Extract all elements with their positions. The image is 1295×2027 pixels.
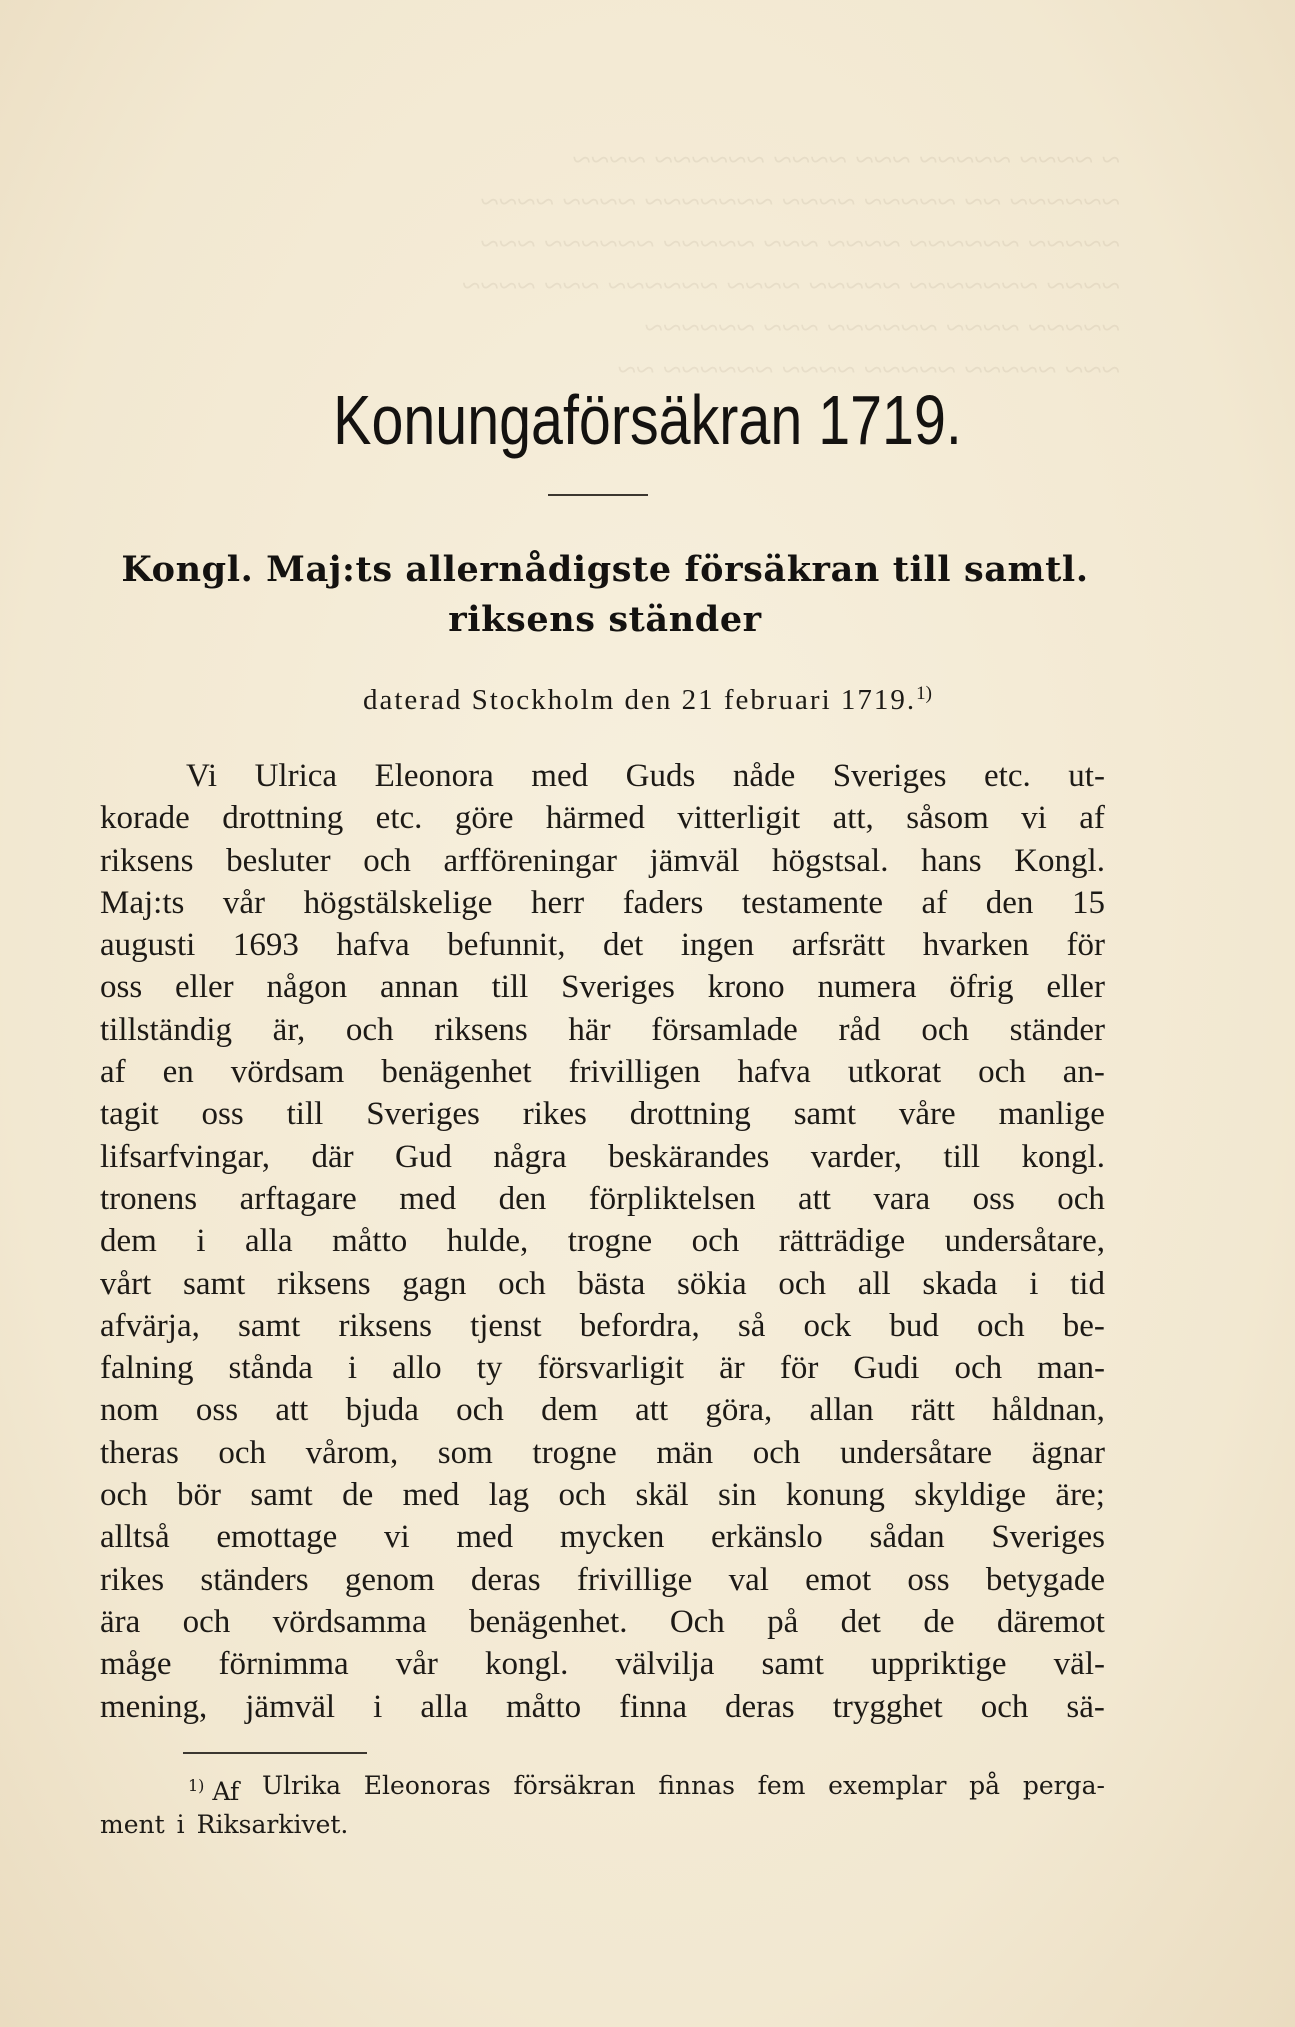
footnote-line-2: ment i Riksarkivet.	[100, 1810, 349, 1839]
title-divider	[548, 494, 648, 496]
body-line: tagit oss till Sveriges rikes drottning samt våre manlige	[100, 1096, 1105, 1133]
body-line: måge förnimma vår kongl. välvilja samt uppriktige väl-	[100, 1646, 1105, 1683]
page-title: Konungaförsäkran 1719.	[333, 381, 962, 459]
body-line: ära och vördsamma benägenhet. Och på det de däremot	[100, 1603, 1105, 1640]
body-line: tillständig är, och riksens här församlade råd och ständer	[100, 1011, 1105, 1048]
body-line: vårt samt riksens gagn och bästa sökia och all skada i tid	[100, 1265, 1105, 1302]
document-heading	[100, 545, 1110, 645]
bleed-through-texture: ~ ~~~~ ~~~~~ ~~~ ~~~~ ~~~~~~ ~~~~ ~~~~~~ ~~ ~~~~~ ~~~~ ~~~~~~~ ~~~~ ~~~~ ~~~~~ ~~~~~~ ~~~~ ~~~ ~~~~~ ~~~~~~ ~~~ ~~~~ ~~~~~~~ ~~~~~ ~~~~ ~~~~~~ ~~~ ~~~~ ~~~~~ ~~~~ ~~~~~~ ~~~ ~~~~~~ ~~~ ~~~~~ ~~~~~ ~~~~ ~~~~~~ ~~	[461, 142, 1120, 389]
heading-line-1: Kongl. Maj:ts allernådigste försäkran till samtl.	[121, 549, 1089, 590]
body-line: och bör samt de med lag och skäl sin konung skyldige äre;	[100, 1477, 1105, 1514]
body-line: oss eller någon annan till Sveriges krono numera öfrig eller	[100, 969, 1105, 1006]
date-line	[0, 674, 1295, 720]
body-line: Maj:ts vår högstälskelige herr faders testamente af den 15	[100, 884, 1105, 921]
footnote	[100, 1766, 1105, 1844]
body-line: dem i alla måtto hulde, trogne och rätträdige undersåtare,	[100, 1223, 1105, 1260]
body-line: mening, jämväl i alla måtto finna deras trygghet och sä-	[100, 1688, 1105, 1725]
body-line: Vi Ulrica Eleonora med Guds nåde Sveriges etc. ut-	[186, 758, 1105, 794]
body-line: augusti 1693 hafva befunnit, det ingen arfsrätt hvarken för	[100, 927, 1105, 964]
body-line: falning stånda i allo ty försvarligit är för Gudi och man-	[100, 1350, 1105, 1387]
body-line: nom oss att bjuda och dem att göra, allan rätt håldnan,	[100, 1392, 1105, 1429]
footnote-reference: 1)	[916, 683, 932, 704]
body-line: korade drottning etc. göre härmed vitterligit att, såsom vi af	[100, 800, 1105, 837]
body-line: riksens besluter och arfföreningar jämväl högstsal. hans Kongl.	[100, 842, 1105, 879]
footnote-line-1: $^{1)}$ Af Ulrika Eleonoras försäkran finnas fem exemplar på perga-	[188, 1771, 1105, 1806]
body-line: alltså emottage vi med mycken erkänslo sådan Sveriges	[100, 1519, 1105, 1556]
body-line: lifsarfvingar, där Gud några beskärandes varder, till kongl.	[100, 1138, 1105, 1175]
body-line: afvärja, samt riksens tjenst befordra, så ock bud och be-	[100, 1307, 1105, 1344]
date-text: daterad Stockholm den 21 februari 1719.	[363, 684, 917, 716]
heading-line-2: riksens ständer	[448, 599, 762, 640]
footnote-divider	[183, 1752, 367, 1754]
body-line: rikes ständers genom deras frivillige val emot oss betygade	[100, 1561, 1105, 1598]
body-text	[100, 755, 1105, 1728]
body-line: af en vördsam benägenhet frivilligen hafva utkorat och an-	[100, 1054, 1105, 1091]
body-line: tronens arftagare med den förpliktelsen att vara oss och	[100, 1180, 1105, 1217]
body-line: theras och vårom, som trogne män och undersåtare ägnar	[100, 1434, 1105, 1471]
